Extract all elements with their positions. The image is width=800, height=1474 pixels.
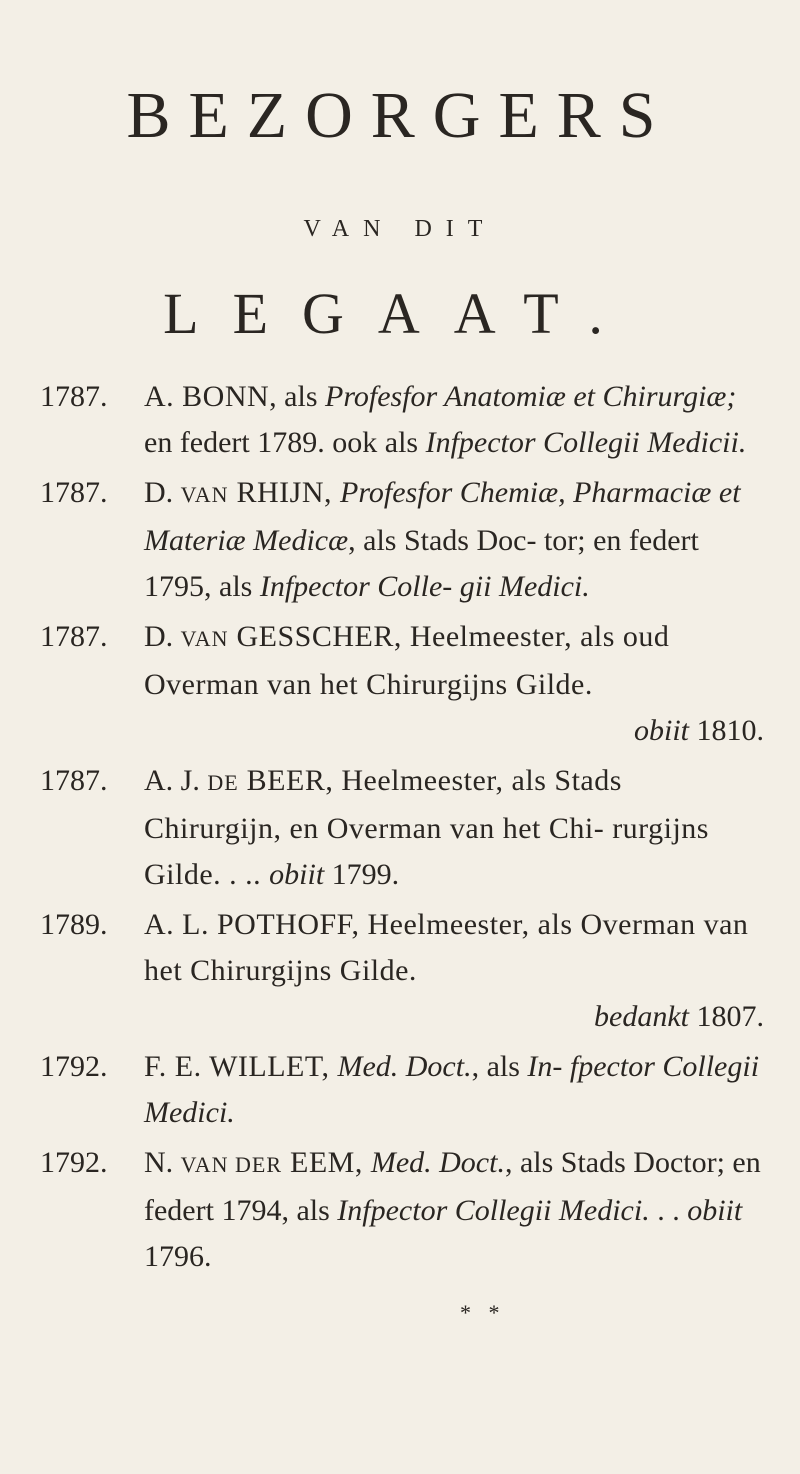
footer-stars: * *: [460, 1300, 506, 1325]
entry-name: A. BONN: [144, 380, 270, 413]
page-title: BEZORGERS: [126, 79, 674, 152]
entry-text-part: Infpector Collegii Medicii.: [425, 426, 747, 459]
entry: [40, 758, 790, 898]
entry-text-part: D.: [144, 476, 181, 509]
entry-text-part: obiit: [687, 1194, 743, 1227]
entry-note-label: bedankt: [594, 1000, 689, 1033]
entry-text-part: VAN: [180, 626, 229, 651]
entry-name: RHIJN,: [228, 476, 341, 509]
entry-note-year: 1807.: [689, 1000, 764, 1033]
entry-name: EEM,: [282, 1146, 371, 1179]
entry-text: [144, 1044, 764, 1136]
entry: [40, 902, 790, 1040]
entry: [40, 374, 790, 466]
entry-text-part: , als: [471, 1050, 528, 1083]
entry-text-part: Med. Doct.: [337, 1050, 472, 1083]
entry-note-label: obiit: [633, 714, 689, 747]
entry-year: 1787.: [40, 620, 108, 653]
entry-text-part: Profesfor Anatomiæ et Chirurgiæ;: [325, 380, 737, 413]
entry: [40, 470, 790, 610]
entry-text-part: VAN: [180, 482, 229, 507]
entry-note: [144, 708, 764, 754]
entry-note: [144, 994, 764, 1040]
entry-name: F. E. WILLET,: [144, 1050, 338, 1083]
entry-text-part: Infpector Colle- gii Medici.: [259, 570, 590, 603]
entry-note-year: 1810.: [689, 714, 764, 747]
entry-year: 1792.: [40, 1146, 108, 1179]
entry-text-part: , als Stads Doc- tor; en federt 1795, als: [144, 524, 699, 603]
entry: [40, 1044, 790, 1136]
entry-year: 1787.: [40, 380, 108, 413]
entry-text-part: 1796.: [144, 1240, 212, 1273]
entry-text: [144, 374, 764, 466]
entry-text: [144, 1140, 764, 1280]
entry-text: [144, 470, 764, 610]
entry-text-part: en federt 1789. ook als: [144, 426, 426, 459]
entry-text-part: Med. Doct.: [370, 1146, 505, 1179]
entry-year: 1789.: [40, 908, 108, 941]
entry-text: [144, 614, 764, 754]
entry-name: BEER, Heelmeester, als Stads Chirurgijn, en Overman van het Chi- rurgijns Gilde. . ..: [144, 764, 709, 891]
page-subtitle: VAN DIT: [303, 216, 497, 242]
entry-year: 1792.: [40, 1050, 108, 1083]
entry-text-part: Profesfor Chemiæ, Pharmaciæ et Materiæ Medicæ: [144, 476, 741, 557]
entry-text-part: obiit: [269, 858, 325, 891]
entry-text-part: DE: [207, 770, 239, 795]
entry-text-part: 1799.: [324, 858, 400, 891]
entry-text: [144, 758, 764, 898]
entry: [40, 614, 790, 754]
entry-text: [144, 902, 764, 1040]
entry-text-part: , als: [269, 380, 325, 413]
entry: [40, 1140, 790, 1280]
entry-text-part: A. J.: [144, 764, 208, 797]
entry-year: 1787.: [40, 764, 108, 797]
entry-text-part: D.: [144, 620, 181, 653]
entry-year: 1787.: [40, 476, 108, 509]
entry-name: A. L. POTHOFF, Heelmeester, als Overman van het Chirurgijns Gilde.: [144, 908, 749, 987]
entry-text-part: . .: [649, 1194, 688, 1227]
entry-name: GESSCHER, Heelmeester, als oud Overman van het Chirurgijns Gilde.: [144, 620, 670, 701]
entry-text-part: In- fpector Collegii Medici.: [144, 1050, 760, 1129]
entry-text-part: Infpector Collegii Medici.: [337, 1194, 650, 1227]
page-heading: LEGAAT.: [163, 281, 637, 346]
entry-text-part: N.: [144, 1146, 181, 1179]
entries-list: [40, 374, 790, 1284]
entry-text-part: , als Stads Doctor; en federt 1794, als: [144, 1146, 761, 1227]
entry-text-part: VAN DER: [180, 1152, 282, 1177]
